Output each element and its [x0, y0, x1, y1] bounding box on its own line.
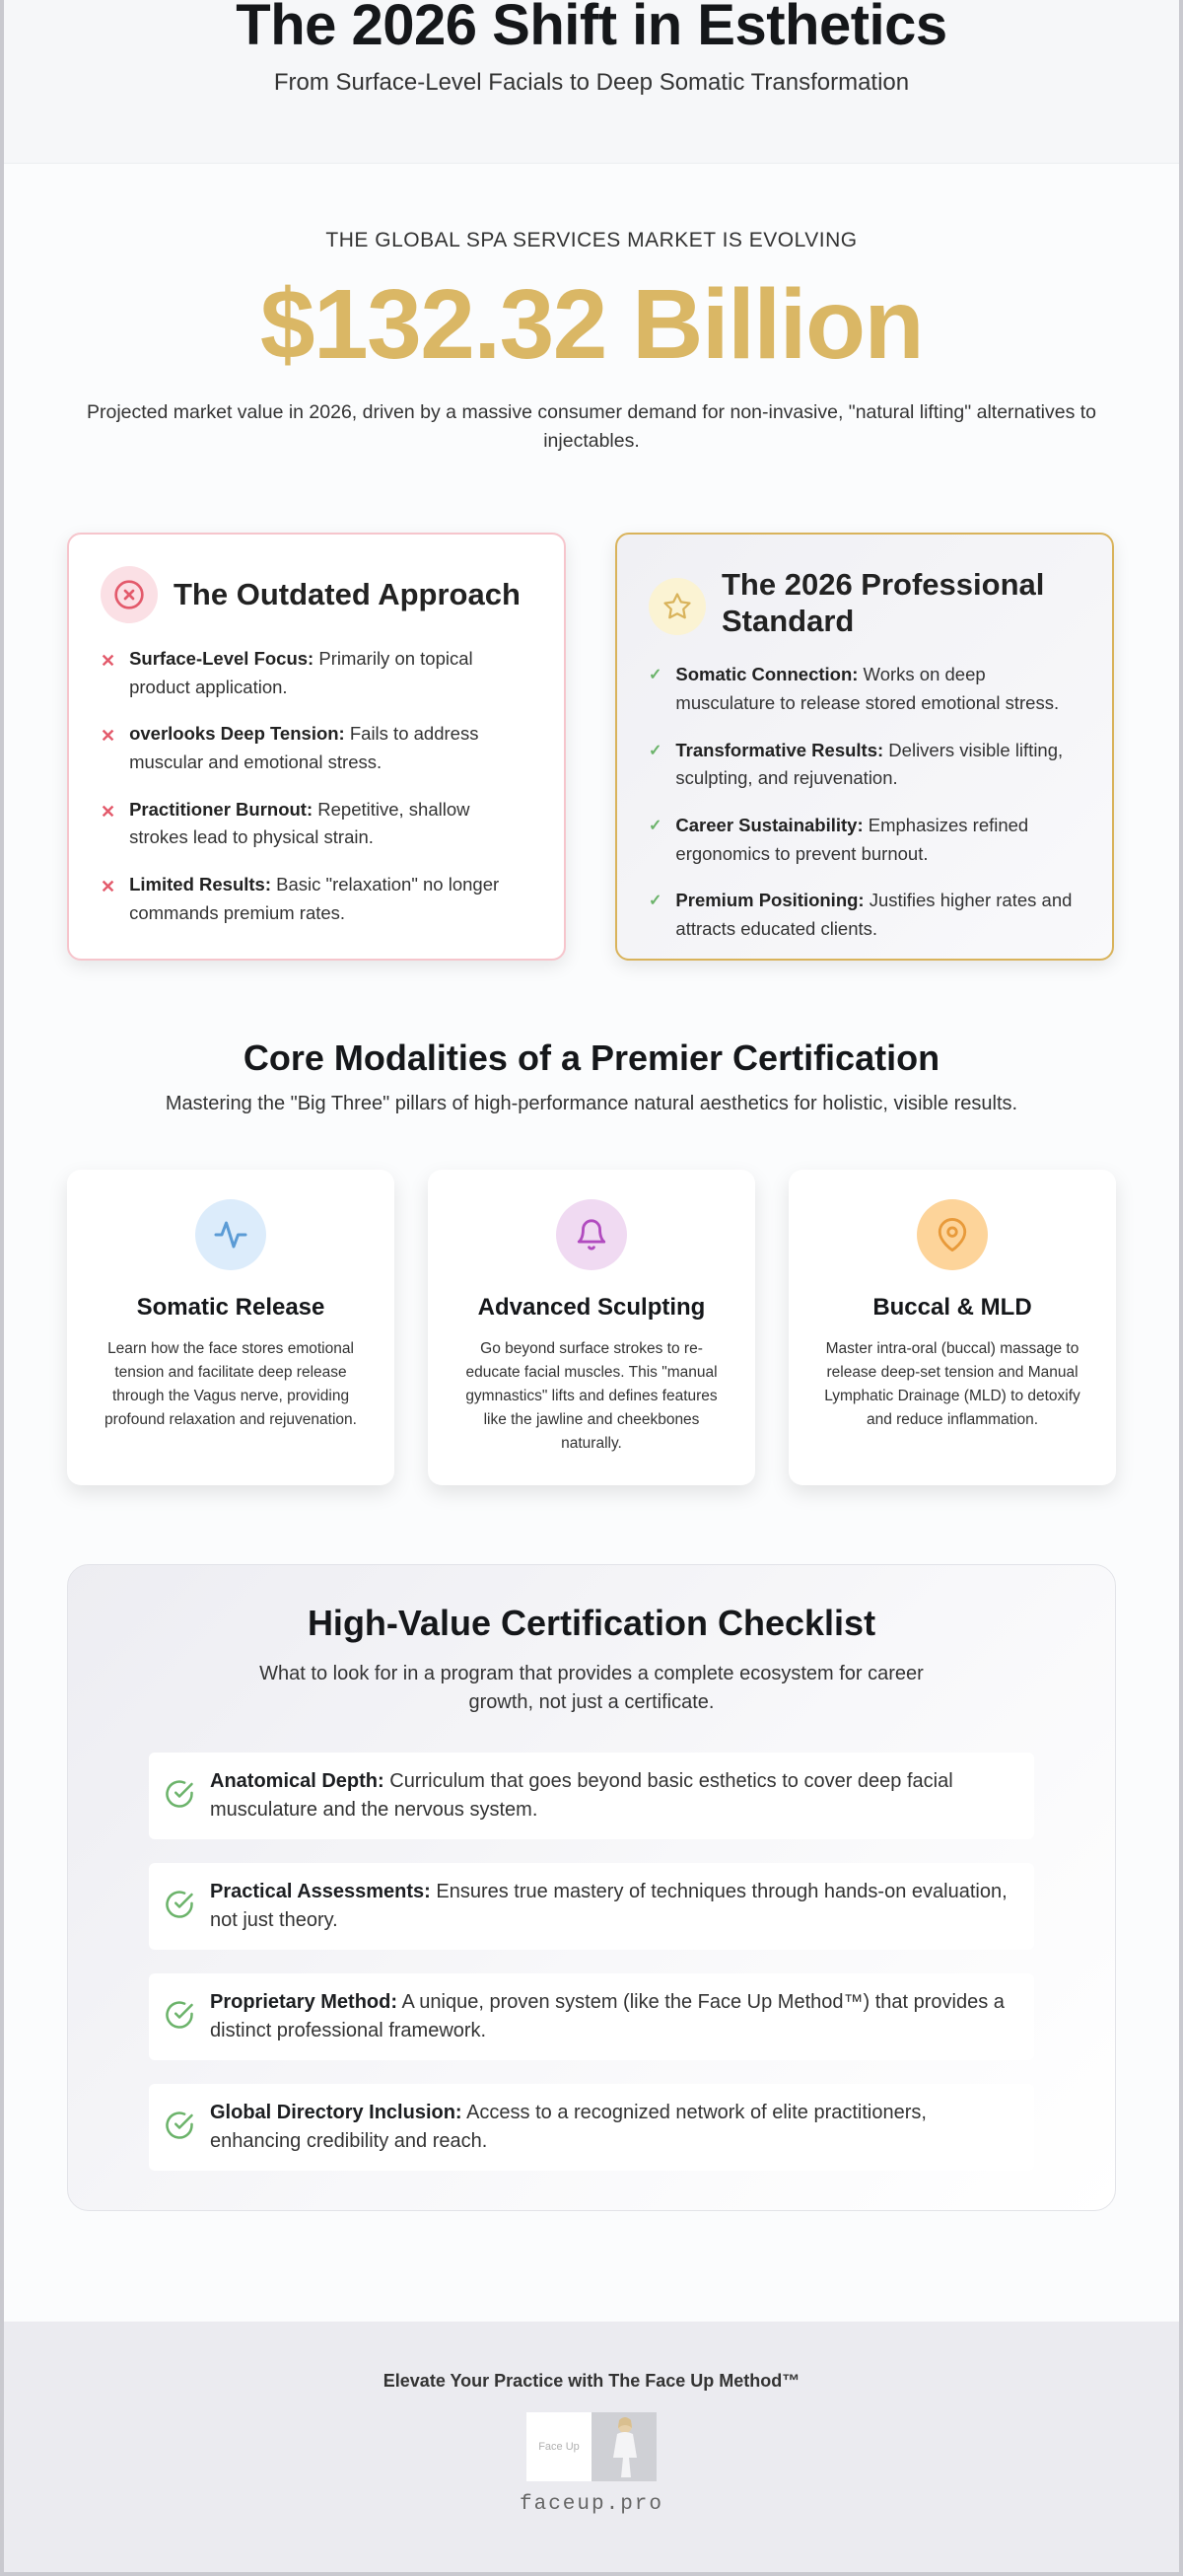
footer [4, 2322, 1179, 2572]
cross-icon: ✕ [101, 801, 116, 822]
face-up-logo[interactable] [526, 2412, 657, 2481]
check-icon: ✓ [649, 667, 662, 684]
list-item [649, 661, 1079, 717]
page-title: The 2026 Shift in Esthetics [236, 0, 947, 57]
market-kicker: THE GLOBAL SPA SERVICES MARKET IS EVOLVING [325, 229, 858, 251]
item-label: Career Sustainability: [675, 815, 864, 836]
modality-title: Advanced Sculpting [477, 1294, 706, 1321]
item-label: Practical Assessments: [210, 1881, 431, 1902]
item-label: Surface-Level Focus: [129, 648, 314, 669]
item-label: Limited Results: [129, 874, 272, 895]
item-text: Access to a recognized network of elite practitioners, enhancing credibility and reach. [210, 2102, 927, 2152]
item-label: Anatomical Depth: [210, 1770, 384, 1792]
item-label: overlooks Deep Tension: [129, 723, 345, 745]
professional-standard-card [615, 533, 1114, 961]
check-icon: ✓ [649, 893, 662, 910]
modality-title: Buccal & MLD [872, 1294, 1032, 1321]
x-circle-icon [101, 566, 158, 623]
bell-icon [556, 1199, 627, 1270]
logo-photo [592, 2412, 657, 2481]
list-item [101, 645, 530, 701]
checklist-item [149, 1973, 1034, 2060]
check-icon: ✓ [649, 742, 662, 759]
cross-icon: ✕ [101, 877, 116, 897]
item-text: Repetitive, shallow strokes lead to physical strain. [129, 798, 470, 848]
hero-header [4, 0, 1179, 164]
item-text: Works on deep musculature to release stored emotional stress. [675, 664, 1060, 714]
checklist-subtitle: What to look for in a program that provides a complete ecosystem for career growth, not just a certificate. [259, 1663, 924, 1713]
professional-standard-title: The 2026 Professional Standard [722, 567, 1045, 639]
item-label: Premium Positioning: [675, 890, 865, 911]
outdated-approach-list [101, 645, 530, 927]
checklist-item [149, 2084, 1034, 2171]
market-section [4, 229, 1179, 457]
item-label: Somatic Connection: [675, 664, 859, 685]
list-item [101, 796, 530, 852]
item-label: Proprietary Method: [210, 1991, 398, 2013]
item-text: Basic "relaxation" no longer commands premium rates. [129, 874, 500, 923]
checklist-title: High-Value Certification Checklist [307, 1603, 876, 1643]
check-circle-icon [165, 2000, 194, 2035]
item-text: Emphasizes refined ergonomics to prevent burnout. [675, 815, 1029, 864]
check-circle-icon [165, 1890, 194, 1924]
cross-icon: ✕ [101, 651, 116, 671]
item-text: Delivers visible lifting, sculpting, and rejuvenation. [675, 739, 1064, 789]
professional-standard-list [649, 661, 1079, 943]
check-icon: ✓ [649, 818, 662, 835]
modality-title: Somatic Release [136, 1294, 325, 1321]
checklist-item [149, 1863, 1034, 1950]
item-label: Practitioner Burnout: [129, 798, 313, 820]
check-circle-icon [165, 1779, 194, 1814]
modality-text: Master intra-oral (buccal) massage to release deep-set tension and Manual Lymphatic Drainage (MLD) to detoxify and reduce inflammation. [824, 1340, 1080, 1429]
item-text: Primarily on topical product application. [129, 648, 473, 697]
list-item [649, 887, 1079, 943]
list-item [101, 871, 530, 927]
modality-card-buccal-mld [789, 1170, 1116, 1485]
page [4, 0, 1179, 2572]
pulse-icon [195, 1199, 266, 1270]
modality-text: Learn how the face stores emotional tension and facilitate deep release through the Vagus nerve, providing profound relaxation and rejuvenation. [104, 1340, 357, 1429]
item-label: Global Directory Inclusion: [210, 2102, 462, 2123]
modalities-subtitle: Mastering the "Big Three" pillars of high-performance natural aesthetics for holistic, visible results. [165, 1093, 1018, 1114]
footer-title: Elevate Your Practice with The Face Up Method™ [383, 2371, 800, 2391]
logo-wordmark: Face Up [526, 2412, 592, 2481]
outdated-approach-card [67, 533, 566, 961]
list-item [649, 812, 1079, 868]
item-text: Justifies higher rates and attracts educated clients. [675, 890, 1073, 940]
footer-url-link[interactable]: faceup.pro [519, 2493, 664, 2516]
market-description: Projected market value in 2026, driven by a massive consumer demand for non-invasive, "natural lifting" alternatives to injectables. [86, 401, 1097, 453]
map-pin-icon [917, 1199, 988, 1270]
modalities-title: Core Modalities of a Premier Certification [243, 1038, 940, 1078]
item-label: Transformative Results: [675, 739, 884, 760]
check-circle-icon [165, 2111, 194, 2145]
modality-card-advanced-sculpting [428, 1170, 755, 1485]
list-item [649, 737, 1079, 793]
star-icon [649, 578, 706, 635]
outdated-approach-title: The Outdated Approach [174, 577, 521, 612]
checklist-item [149, 1753, 1034, 1839]
item-text: A unique, proven system (like the Face Up Method™) that provides a distinct professional framework. [210, 1991, 1005, 2041]
market-value: $132.32 Billion [259, 269, 924, 380]
certification-checklist [67, 1564, 1116, 2211]
modality-card-somatic-release [67, 1170, 394, 1485]
item-text: Curriculum that goes beyond basic esthetics to cover deep facial musculature and the nervous system. [210, 1770, 953, 1821]
item-text: Ensures true mastery of techniques through hands-on evaluation, not just theory. [210, 1881, 1008, 1931]
item-text: Fails to address muscular and emotional stress. [129, 723, 479, 773]
modality-text: Go beyond surface strokes to re-educate facial muscles. This "manual gymnastics" lifts and defines features like the jawline and cheekbones naturally. [465, 1340, 718, 1453]
page-subtitle: From Surface-Level Facials to Deep Somatic Transformation [273, 69, 910, 96]
list-item [101, 720, 530, 776]
cross-icon: ✕ [101, 726, 116, 747]
